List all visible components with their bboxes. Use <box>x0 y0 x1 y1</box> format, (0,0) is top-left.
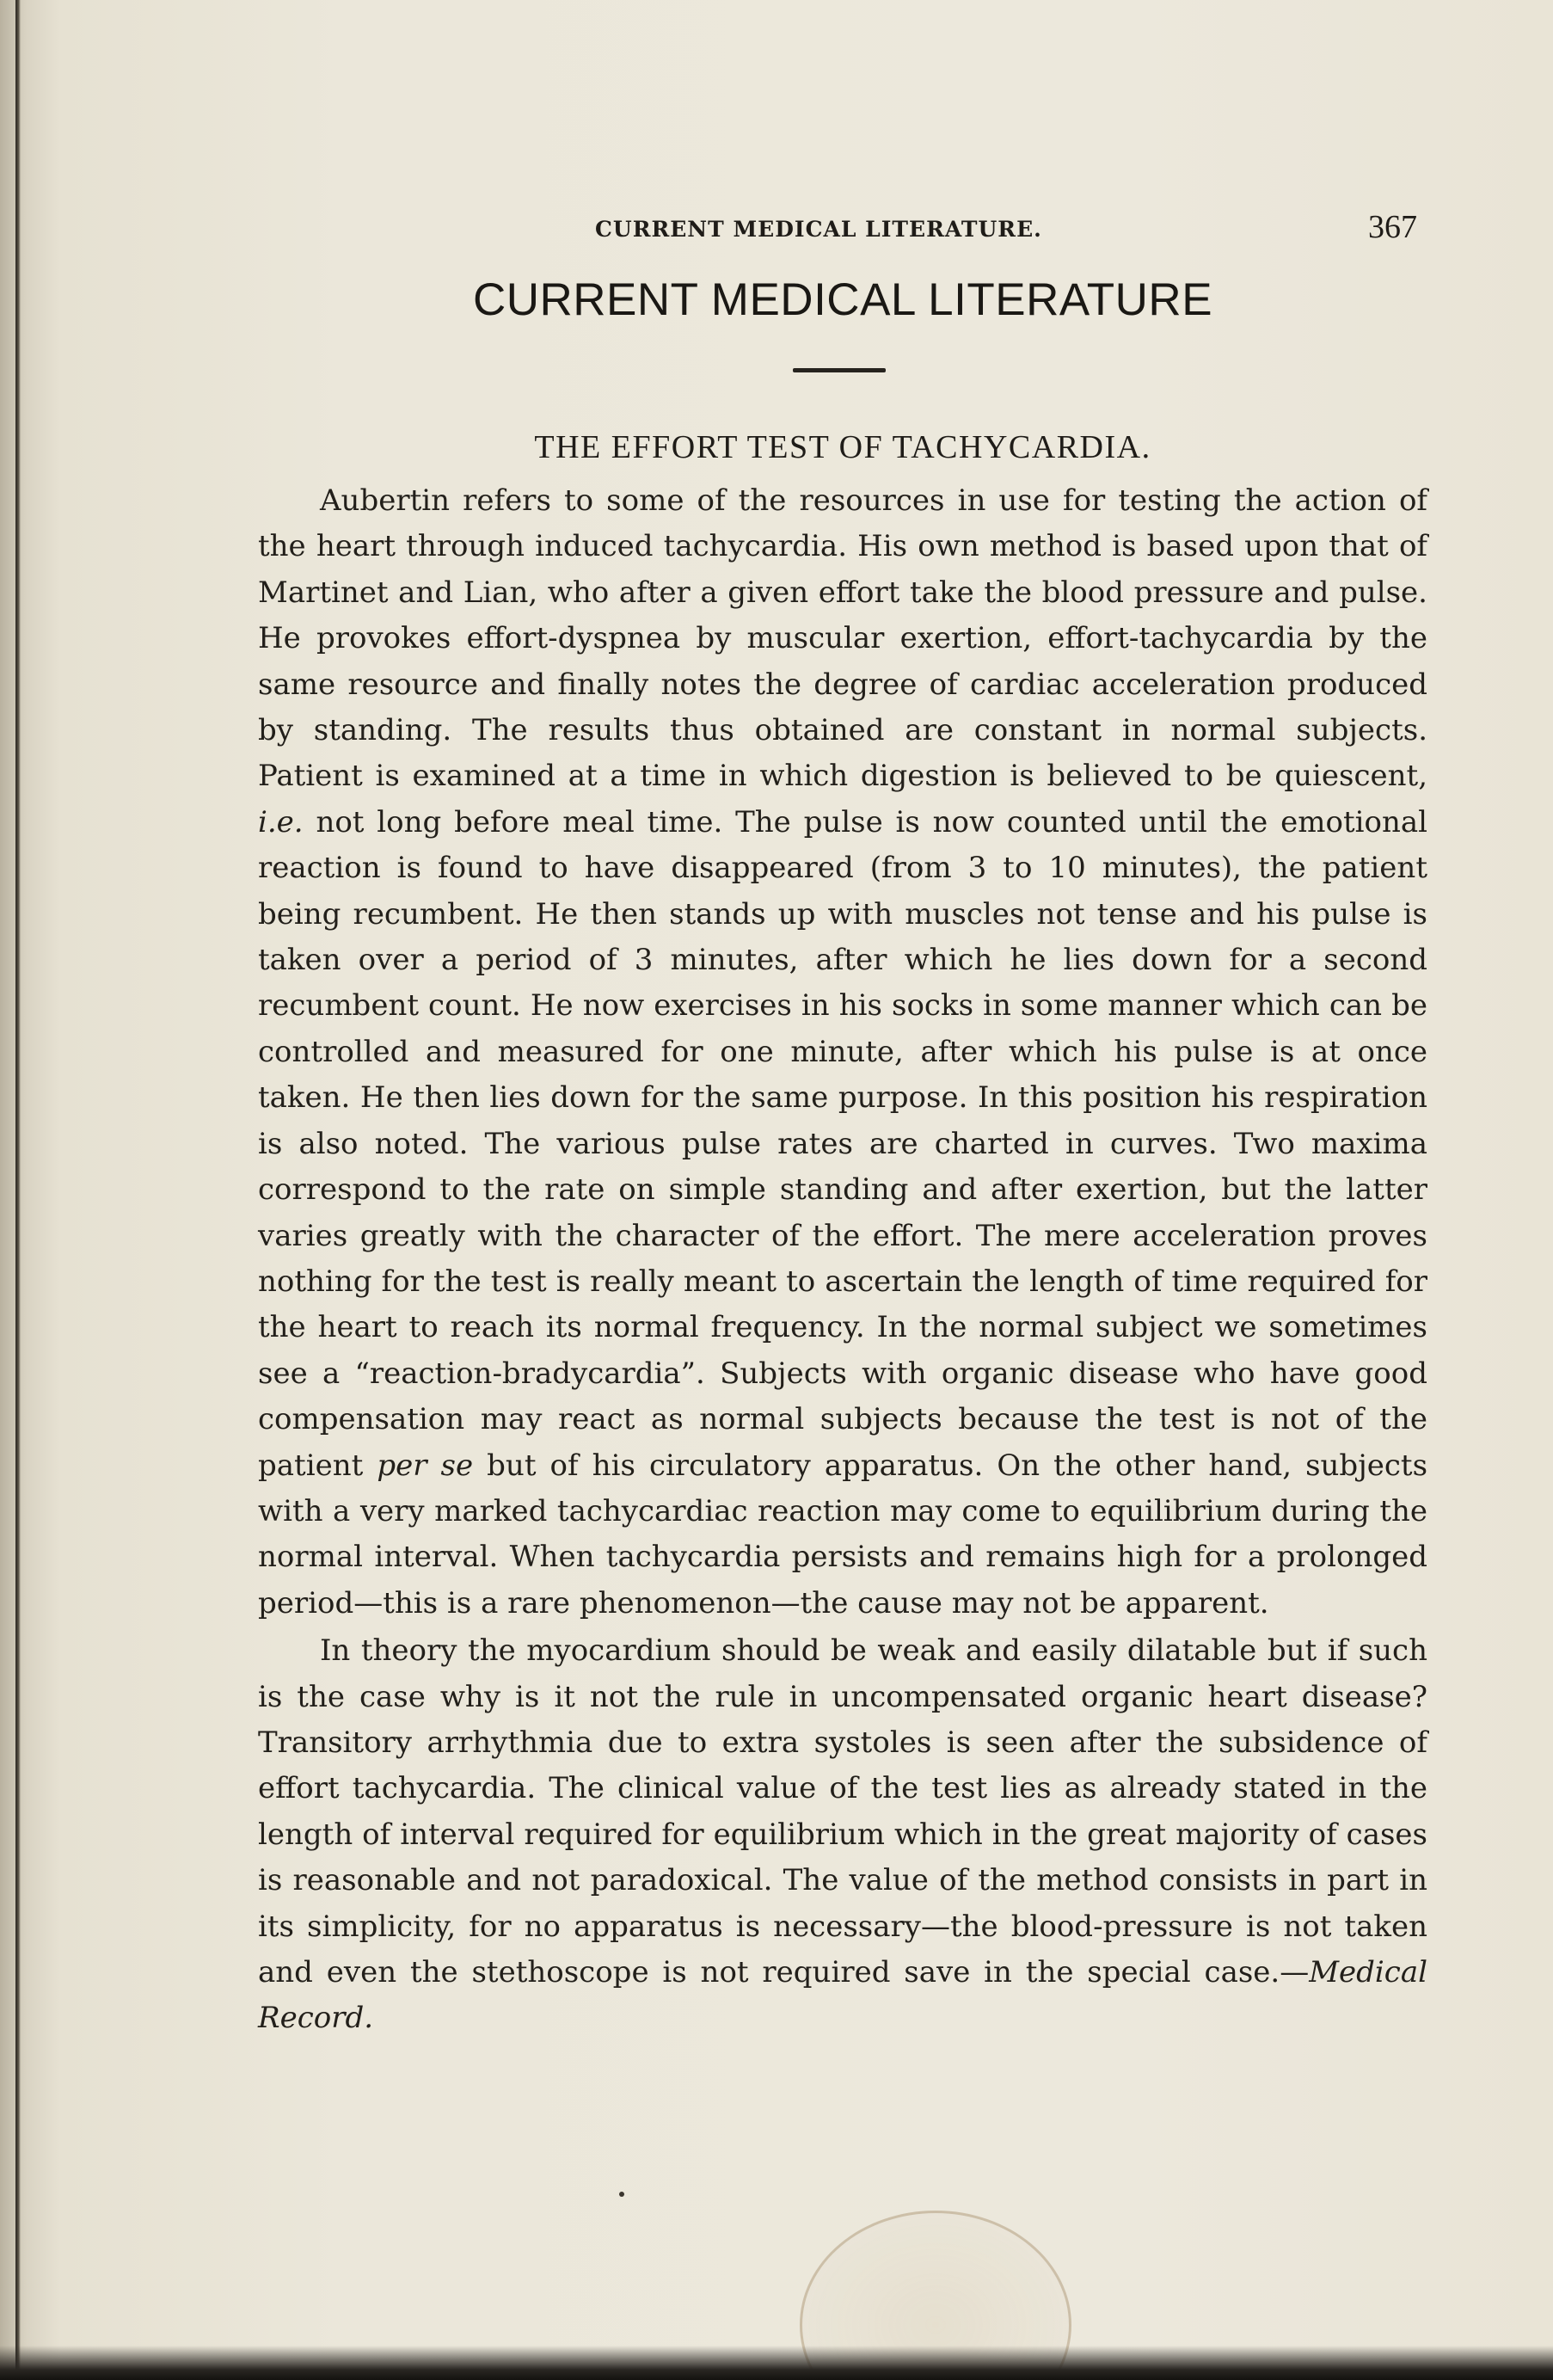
ink-speck <box>619 2192 624 2197</box>
section-title: CURRENT MEDICAL LITERATURE <box>472 274 1213 325</box>
paragraph-1-part-a: Aubertin refers to some of the resources in use for testing the action of the heart through induced tachycardia. His own method is based upon that of Martinet and Lian, who after a given effort take the blood pressure and pulse. He provokes effort-dyspnea by muscular exertion, effort-tachycardia by the same resource and finally notes the degree of cardiac acceleration produced by standing. The results thus obtained are constant in normal subjects. Patient is examined at a time in which digestion is believed to be quiescent, <box>258 483 1427 794</box>
binding-gutter <box>15 0 21 2380</box>
article-body <box>258 478 1427 2042</box>
title-rule <box>793 368 886 372</box>
paragraph-1-part-b: not long before meal time. The pulse is now counted until the emotional reaction is found to have disappeared (from 3 to 10 minutes), the patient being recumbent. He then stands up with muscles not tense and his pulse is taken over a period of 3 minutes, after which he lies down for a second recumbent count. He now exercises in his socks in some manner which can be controlled and measured for one minute, after which his pulse is at once taken. He then lies down for the same purpose. In this position his respiration is also noted. The various pulse rates are charted in curves. Two maxima correspond to the rate on simple standing and after exertion, but the latter varies greatly with the character of the effort. The mere acceleration proves nothing for the test is really meant to ascertain the length of time required for the heart to reach its normal frequency. In the normal subject we sometimes see a “reaction-bradycardia”. Subjects with organic disease who have good compensation may react as normal subjects because the test is not of the patient <box>258 804 1427 1483</box>
paragraph-2 <box>258 1628 1427 2042</box>
running-head-title: CURRENT MEDICAL LITERATURE. <box>595 217 1042 242</box>
article-title: THE EFFORT TEST OF TACHYCARDIA. <box>534 429 1151 465</box>
running-head <box>258 209 1427 248</box>
page-number: 367 <box>1368 209 1417 245</box>
page-bottom-edge <box>0 2346 1553 2380</box>
paragraph-2-part-a: In theory the myocardium should be weak and easily dilatable but if such is the case why is it not the rule in uncompensated organic heart disease? Transitory arrhythmia due to extra systoles is seen after the subsidence of effort tachycardia. The clinical value of the test lies as already stated in the length of interval required for equilibrium which in the great majority of cases is reasonable and not paradoxical. The value of the method consists in part in its simplicity, for no apparatus is necessary—the blood-pressure is not taken and even the stethoscope is not required save in the special case.— <box>258 1633 1427 1989</box>
source-citation: Medical Record. <box>258 1955 1427 2036</box>
paragraph-1 <box>258 478 1427 1627</box>
latin-per-se: per se <box>377 1448 474 1483</box>
paragraph-1-part-c: but of his circulatory apparatus. On the other hand, subjects with a very marked tachycardiac reaction may come to equilibrium during the normal interval. When tachycardia persists and remains high for a prolonged period—this is a rare phenomenon—the cause may not be apparent. <box>258 1448 1428 1620</box>
abbreviation-ie: i.e. <box>258 804 304 839</box>
